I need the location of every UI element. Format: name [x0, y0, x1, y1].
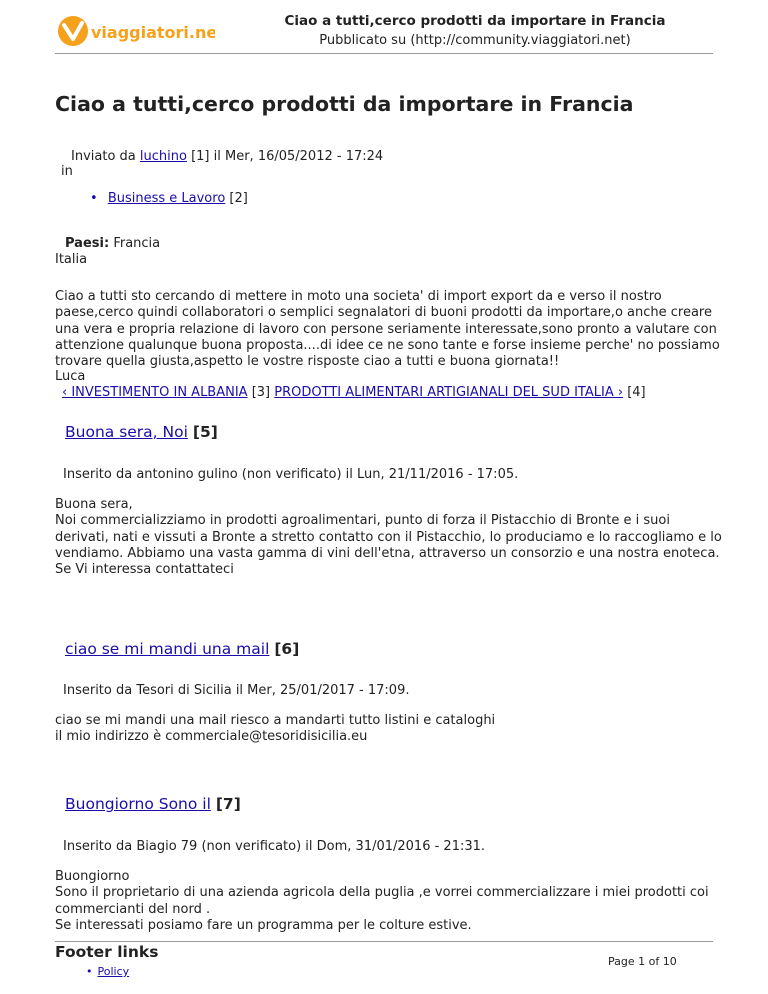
comment-line: Sono il proprietario di una azienda agricola della puglia ,e vorrei commercializzare i miei prodotti coi commercianti del nord . — [55, 885, 709, 917]
comment-meta: Inserito da Tesori di Sicilia il Mer, 25/01/2017 - 17:09. — [63, 683, 410, 698]
comment-line: ciao se mi mandi una mail riesco a mandarti tutto listini e cataloghi — [55, 713, 496, 728]
comment-ref: [6] — [274, 640, 300, 658]
tag-link-business[interactable]: Business e Lavoro — [107, 191, 226, 206]
tag-list — [90, 191, 248, 206]
footer-title: Footer links — [55, 943, 159, 961]
next-post-ref: [4] — [627, 385, 646, 400]
post-pager — [62, 385, 646, 400]
comment-meta: Inserito da antonino gulino (non verificato) il Lun, 21/11/2016 - 17:05. — [63, 467, 519, 482]
in-label: in — [61, 164, 73, 179]
logo-text: viaggiatori.net — [91, 23, 215, 42]
footer-divider — [55, 941, 713, 942]
logo-icon — [55, 14, 215, 48]
post-meta — [71, 149, 383, 164]
comment-link[interactable]: Buongiorno Sono il — [65, 795, 211, 813]
comment-meta: Inserito da Biagio 79 (non verificato) il Dom, 31/01/2016 - 21:31. — [63, 839, 486, 854]
footer-links — [86, 965, 129, 978]
comment-line: Se interessati posiamo fare un programma per le colture estive. — [55, 917, 472, 933]
footer-link-policy[interactable]: Policy — [97, 965, 130, 978]
comment-body — [55, 869, 725, 934]
comment-line: il mio indirizzo è commerciale@tesoridisicilia.eu — [55, 729, 368, 745]
page-number: Page 1 of 10 — [608, 955, 677, 968]
prev-post-ref: [3] — [251, 385, 271, 400]
header-subtitle: Pubblicato su (http://community.viaggiatori.net) — [319, 33, 631, 48]
footer-link-item — [86, 965, 129, 978]
author-link[interactable]: luchino — [139, 149, 187, 164]
post-date: il Mer, 16/05/2012 - 17:24 — [213, 149, 384, 164]
site-logo — [55, 14, 215, 48]
tag-ref: [2] — [229, 191, 248, 206]
post-body: Ciao a tutti sto cercando di mettere in moto una societa' di import export da e verso il nostro paese,cerco quindi collaboratori o semplici segnalatori di buoni prodotti da importare,o anche creare una vera e propria relazione di lavoro con persone seriamente interessate,sono pronto a valutare con attenzione qualunque buona proposta....di idee ce ne sono tante e forse insieme perche' no possiamo trovare quella giusta,aspetto le vostre risposte ciao a tutti e buona giornata!! — [55, 289, 720, 370]
page-title: Ciao a tutti,cerco prodotti da importare in Francia — [55, 92, 634, 116]
comment-title — [65, 423, 218, 441]
paesi-label: Paesi: — [65, 236, 110, 251]
comment-link[interactable]: Buona sera, Noi — [65, 423, 188, 441]
meta-prefix: Inviato da — [71, 149, 136, 164]
comment-line: Buona sera, — [55, 497, 133, 512]
post-signature: Luca — [55, 369, 86, 384]
next-post-link[interactable]: PRODOTTI ALIMENTARI ARTIGIANALI DEL SUD ITALIA › — [274, 385, 624, 400]
header-divider — [55, 53, 713, 54]
comment-body — [55, 713, 725, 746]
tag-item — [90, 191, 248, 206]
paesi-value-italia: Italia — [55, 252, 88, 267]
comment-title — [65, 795, 241, 813]
comment-ref: [5] — [192, 423, 218, 441]
prev-post-link[interactable]: ‹ INVESTIMENTO IN ALBANIA — [62, 385, 248, 400]
comment-line: Se Vi interessa contattateci — [55, 562, 234, 578]
paesi-field — [55, 236, 160, 268]
author-ref: [1] — [191, 149, 210, 164]
comment-ref: [7] — [215, 795, 241, 813]
comment-title — [65, 640, 299, 658]
comment-line: Buongiorno — [55, 869, 130, 884]
comment-body — [55, 497, 725, 578]
comment-link[interactable]: ciao se mi mandi una mail — [65, 640, 270, 658]
comment-line: Noi commercializziamo in prodotti agroalimentari, punto di forza il Pistacchio di Bronte e i suoi derivati, nati e vissuti a Bronte a stretto contatto con il Pistacchio, lo produciamo e lo raccogliamo e lo vendiamo. Abbiamo una vasta gamma di vini dell'etna, attraverso un consorzio e una nostra enoteca. — [55, 513, 722, 561]
header-title: Ciao a tutti,cerco prodotti da importare in Francia — [284, 13, 666, 29]
paesi-value-francia: Francia — [113, 236, 161, 251]
